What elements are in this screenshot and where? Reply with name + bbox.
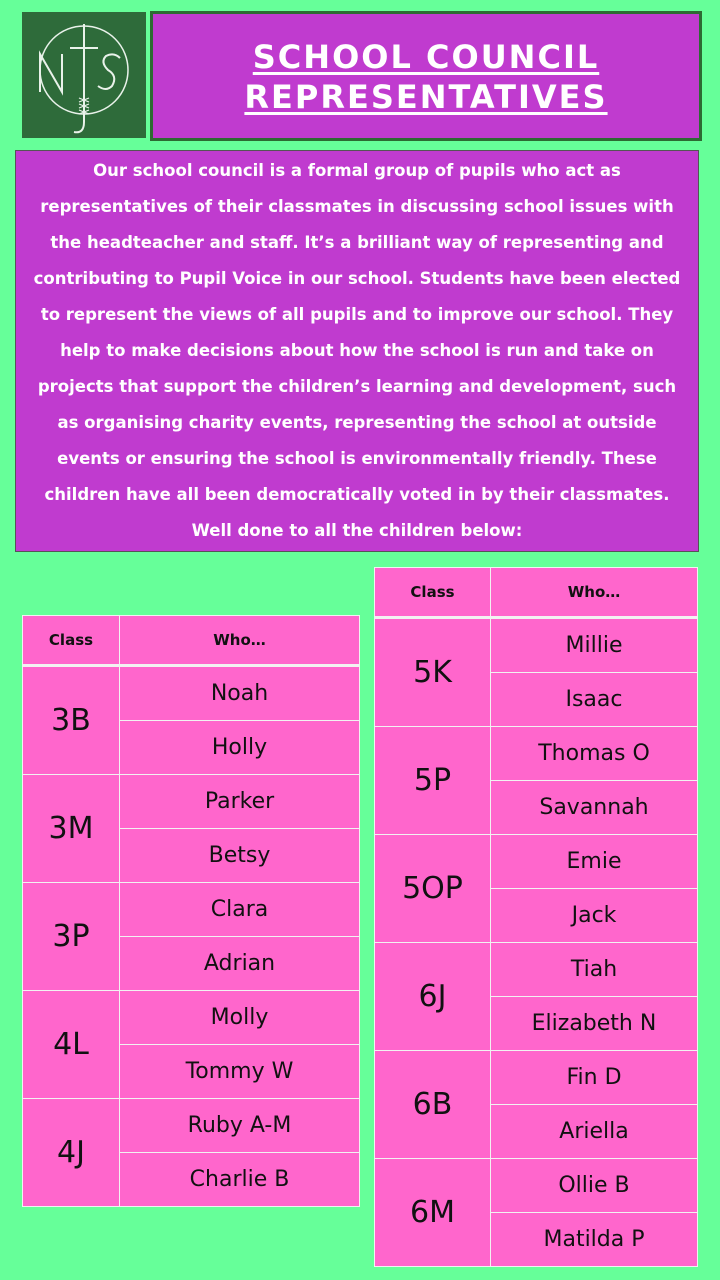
pupil-name-cell: Noah <box>120 666 360 721</box>
class-column-header: Class <box>375 568 491 618</box>
intro-text: Our school council is a formal group of pupils who act as representatives of their classmates in discussing school issues with the headteacher and staff. It’s a brilliant way of representing and contributing to Pupil Voice in our school. Students have been elected to represent the views of all pupils and to improve our school. They help to make decisions about how the school is run and take on projects that support the children’s learning and development, such as organising charity events, representing the school at outside events or ensuring the school is environmentally friendly. These children have all been democratically voted in by their classmates. Well done to all the children below: <box>33 161 681 540</box>
table-row <box>375 727 698 781</box>
pupil-name-cell: Ollie B <box>491 1159 698 1213</box>
page-title: SCHOOL COUNCIL REPRESENTATIVES <box>244 38 608 116</box>
pupil-name-cell: Isaac <box>491 673 698 727</box>
pupil-name-cell: Holly <box>120 721 360 775</box>
class-column-header: Class <box>23 616 120 666</box>
table-row <box>375 1159 698 1213</box>
pupil-name-cell: Matilda P <box>491 1213 698 1267</box>
who-column-header: Who… <box>491 568 698 618</box>
left-reps-table <box>22 615 360 1207</box>
class-cell: 6B <box>375 1051 491 1159</box>
pupil-name-cell: Emie <box>491 835 698 889</box>
pupil-name-cell: Ruby A-M <box>120 1099 360 1153</box>
table-row <box>23 666 360 721</box>
pupil-name-cell: Jack <box>491 889 698 943</box>
table-row <box>23 991 360 1045</box>
school-logo <box>22 12 146 138</box>
pupil-name-cell: Thomas O <box>491 727 698 781</box>
pupil-name-cell: Adrian <box>120 937 360 991</box>
pupil-name-cell: Tommy W <box>120 1045 360 1099</box>
class-cell: 5K <box>375 618 491 727</box>
table-row <box>375 943 698 997</box>
pupil-name-cell: Charlie B <box>120 1153 360 1207</box>
class-cell: 3M <box>23 775 120 883</box>
table-row <box>375 1051 698 1105</box>
class-cell: 5OP <box>375 835 491 943</box>
pupil-name-cell: Savannah <box>491 781 698 835</box>
pupil-name-cell: Tiah <box>491 943 698 997</box>
class-cell: 4L <box>23 991 120 1099</box>
pupil-name-cell: Millie <box>491 618 698 673</box>
class-cell: 3P <box>23 883 120 991</box>
class-cell: 6J <box>375 943 491 1051</box>
pupil-name-cell: Parker <box>120 775 360 829</box>
right-reps-table <box>374 567 698 1267</box>
title-banner <box>150 11 702 141</box>
pupil-name-cell: Clara <box>120 883 360 937</box>
pupil-name-cell: Ariella <box>491 1105 698 1159</box>
class-cell: 4J <box>23 1099 120 1207</box>
class-cell: 6M <box>375 1159 491 1267</box>
school-crest-icon <box>22 12 146 138</box>
pupil-name-cell: Elizabeth N <box>491 997 698 1051</box>
class-cell: 5P <box>375 727 491 835</box>
table-row <box>375 618 698 673</box>
table-row <box>375 835 698 889</box>
table-row <box>23 775 360 829</box>
class-cell: 3B <box>23 666 120 775</box>
table-row <box>23 883 360 937</box>
who-column-header: Who… <box>120 616 360 666</box>
pupil-name-cell: Molly <box>120 991 360 1045</box>
table-row <box>23 1099 360 1153</box>
intro-panel <box>15 150 699 552</box>
pupil-name-cell: Fin D <box>491 1051 698 1105</box>
pupil-name-cell: Betsy <box>120 829 360 883</box>
